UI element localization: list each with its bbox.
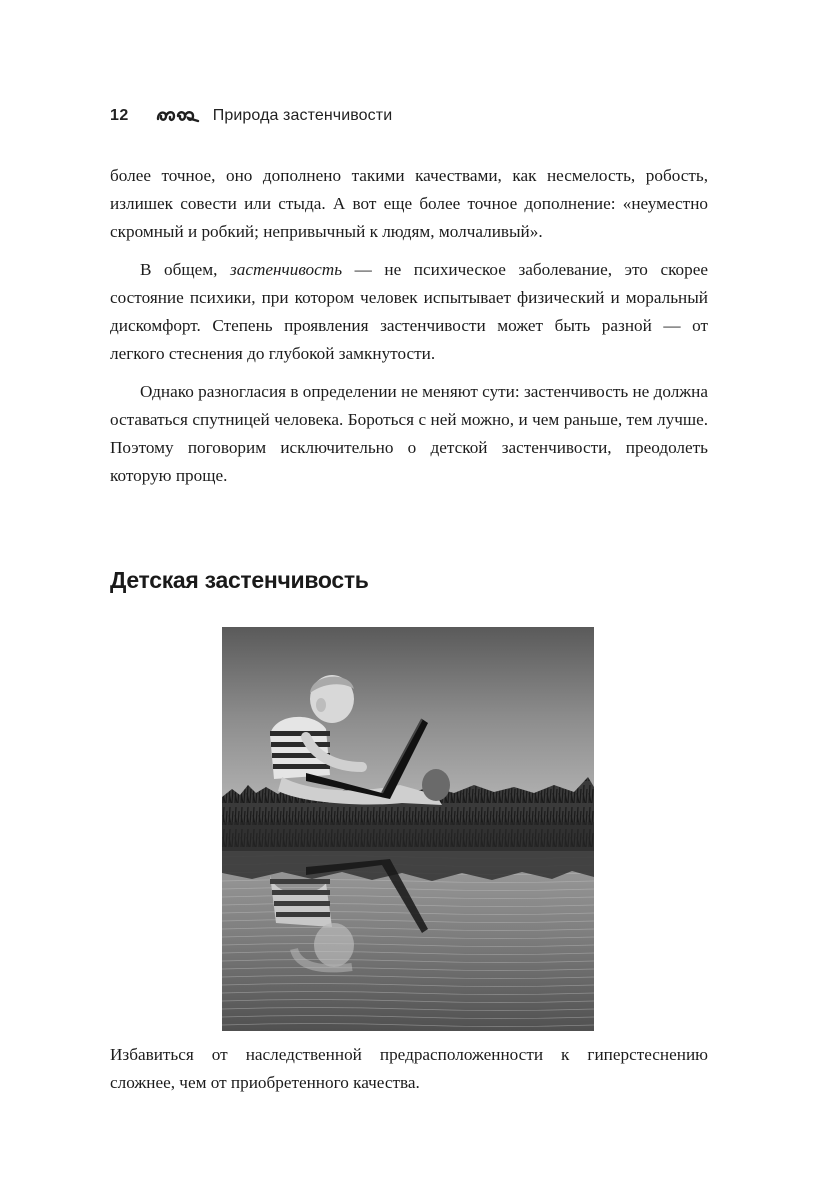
paragraph-definition (110, 256, 708, 368)
paragraph-disagreement: Однако разногласия в определении не меняют сути: застенчивость не должна оставаться спутницей человека. Бороться с ней можно, и чем раньше, тем лучше. Поэтому поговорим исключительно о детской застенчивости, преодолеть которую проще. (110, 382, 708, 485)
paragraph-definition-rest: — не психическое заболевание, это скорее состояние психики, при котором человек испытывает физический и моральный дискомфорт. Степень проявления застенчивости может быть разной — от легкого стеснения до глубокой замкнутости. (110, 260, 709, 363)
body-text (110, 162, 708, 500)
section-heading: Детская застенчивость (110, 567, 369, 593)
child-laptop-photo (222, 627, 594, 1031)
term-shyness: застенчивость (230, 260, 343, 279)
running-title: Природа застенчивости (212, 107, 393, 124)
photo-caption: Избавиться от наследственной предрасположенности к гиперстеснению сложнее, чем от приобретенного качества. (110, 1045, 708, 1092)
paragraph-definition-lead: В общем, (140, 260, 231, 279)
swash-ornament-icon (155, 108, 201, 124)
running-head (110, 104, 392, 128)
paragraph-continuation: более точное, оно дополнено такими качествами, как несмелость, робость, излишек совести или стыда. А вот еще более точное дополнение: «неуместно скромный и робкий; непривычный к людям, молчаливый». (110, 166, 708, 241)
page-number: 12 (110, 107, 129, 124)
